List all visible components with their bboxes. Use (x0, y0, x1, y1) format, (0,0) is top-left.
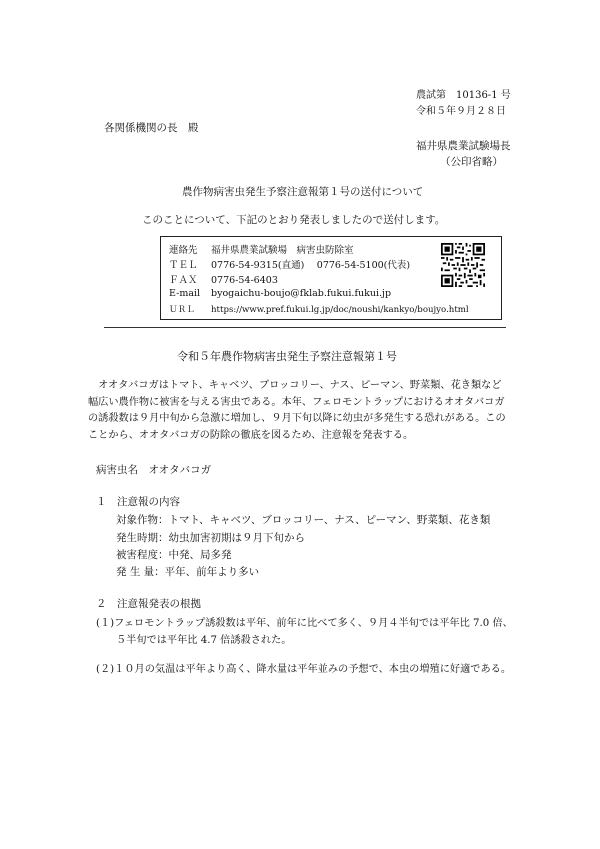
occurrence-period: 発生時期：幼虫加害初期は９月下旬から (116, 532, 305, 544)
url-label: ＵＲＬ (169, 305, 195, 315)
tel-value: 0776-54-9315(直通) 0776-54-5100(代表) (211, 260, 411, 271)
reason-1-line2: ５半旬では平年比 4.7 倍誘殺された。 (116, 635, 292, 646)
notice-title: 令和５年農作物病害虫発生予察注意報第１号 (177, 350, 397, 363)
reason-2: (２)１０月の気温は平年より高く、降水量は平年並みの予想で、本虫の増殖に好適である。 (96, 664, 512, 675)
target-crops: 対象作物：トマト、キャベツ、ブロッコリー、ナス、ピーマン、野菜類、花き類 (116, 514, 491, 526)
pest-name: 病害虫名 オオタバコガ (96, 464, 212, 476)
contact-org: 福井県農業試験場 病害虫防除室 (211, 245, 354, 256)
occurrence-amount: 発 生 量：平年、前年より多い (116, 566, 260, 578)
contact-org-row (169, 242, 354, 256)
url-link[interactable]: https://www.pref.fukui.lg.jp/doc/noushi/kankyo/boujyo.html (211, 305, 469, 315)
section2-heading: ２ 注意報発表の根拠 (96, 598, 201, 610)
contact-label: 連絡先 (169, 245, 198, 256)
fax-label: ＦＡＸ (169, 275, 198, 286)
contact-fax-row (169, 272, 278, 286)
doc-date: 令和５年９月２８日 (416, 106, 506, 117)
body-paragraph: オオタバコガはトマト、キャベツ、ブロッコリー、ナス、ピーマン、野菜類、花き類など幅広い農作物に被害を与える害虫である。本年、フェロモントラップにおけるオオタバコガの誘殺数は９月中旬から急激に増加し、９月下旬以降に幼虫が多発生する恐れがある。このことから、オオタバコガの防除の徹底を図るため、注意報を発表する。 (88, 380, 506, 441)
email-link[interactable]: byogaichu-boujo@fklab.fukui.fukui.jp (211, 288, 392, 299)
damage-level: 被害程度：中発、局多発 (116, 549, 232, 561)
doc-number: 農試第 10136-1 号 (416, 90, 511, 101)
qr-code-icon[interactable] (441, 243, 485, 287)
contact-box (160, 236, 502, 320)
subject-line: 農作物病害虫発生予察注意報第１号の送付について (182, 186, 424, 198)
tel-label: ＴＥＬ (169, 260, 198, 271)
seal-note: （公印省略） (440, 156, 503, 168)
section1-heading: １ 注意報の内容 (96, 496, 180, 508)
fax-value: 0776-54-6403 (211, 275, 278, 286)
email-label: E-mail (169, 288, 201, 299)
contact-email-row (169, 288, 391, 299)
contact-url-row (169, 303, 469, 315)
reason-1-line1: (１)フェロモントラップ誘殺数は平年、前年に比べて多く、９月４半旬では平年比 7.0 倍、 (96, 618, 513, 629)
divider-line (104, 327, 506, 328)
addressee: 各関係機関の長 殿 (104, 122, 199, 134)
intro-line: このことについて、下記のとおり発表しましたので送付します。 (142, 214, 446, 226)
contact-tel-row (169, 257, 410, 271)
sender: 福井県農業試験場長 (416, 140, 511, 152)
